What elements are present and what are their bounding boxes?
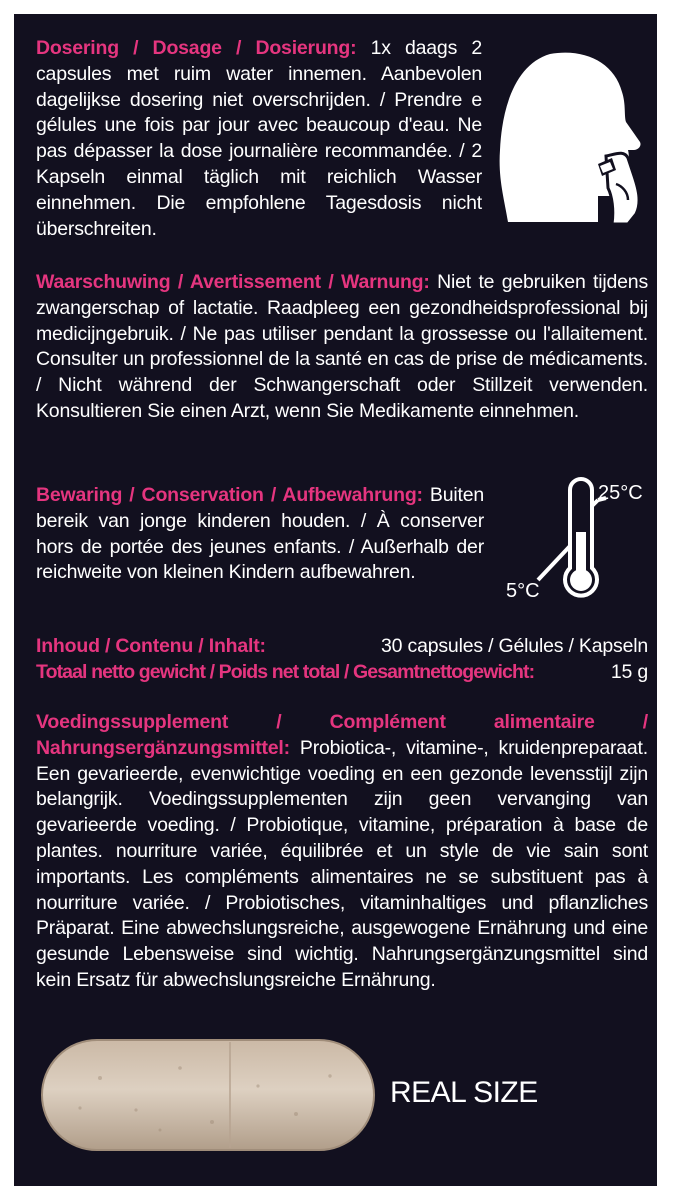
contents-heading: Inhoud / Contenu / Inhalt: — [36, 635, 266, 657]
capsule-image — [40, 1038, 376, 1152]
dosage-heading: Dosering / Dosage / Dosierung: — [36, 37, 357, 59]
contents-value: 30 capsules / Gélules / Kapseln — [381, 635, 648, 657]
temperature-min: 5°C — [506, 580, 540, 602]
dosage-text: 1x daags 2 capsules met ruim water innemen. Aanbevolen dagelijkse dosering niet overschrijden. / Prendre e gélules une fois par jour avec beaucoup d'eau. Ne pas dépasser la dose journalière recommandée. / 2 Kapseln einmal täglich mit reichlich Wasser einnehmen. Die empfohlene Tagesdosis nicht überschreiten. — [36, 37, 482, 240]
net-weight-heading: Totaal netto gewicht / Poids net total / Gesamtnettogewicht: — [36, 660, 535, 683]
warning-heading: Waarschuwing / Avertissement / Warnung: — [36, 271, 430, 293]
contents-section — [36, 634, 648, 686]
person-taking-capsule-icon — [488, 46, 656, 226]
storage-text: Buiten bereik van jonge kinderen houden. / À conserver hors de portée des jeunes enfants. / Außerhalb der reichweite von kleinen Kindern aufbewahren. — [36, 484, 485, 584]
supplement-text: Probiotica-, vitamine-, kruidenpreparaat. Een gevarieerde, evenwichtige voeding en een gezonde levensstijl zijn belangrijk. Voedingssupplementen zijn geen vervanging van gevarieerde voeding. / Probiotique, vitamine, préparation à base de plantes. nourriture variée, équilibrée et un style de vie sain sont importants. Les compléments alimentaires ne se substituent pas à nourriture variée. / Probiotisches, vitaminhaltiges und pflanzliches Präparat. Eine abwechslungsreiche, ausgewogene Ernährung und eine gesunde Lebensweise sind wichtig. Nahrungsergänzungsmittel sind kein Ersatz für abwechslungsreiche Ernährung. — [36, 736, 648, 991]
warning-text: Niet te gebruiken tijdens zwangerschap of lactatie. Raadpleeg een gezondheidsprofessional bij medicijngebruik. / Ne pas utiliser pendant la grossesse ou l'allaitement. Consulter un professionnel de la santé en cas de prise de médicaments. / Nicht während der Schwangerschaft oder Stillzeit verwenden. Konsultieren Sie einen Arzt, wenn Sie Medikamente einnehmen. — [36, 271, 648, 422]
label-panel — [14, 14, 657, 1186]
storage-section — [36, 483, 484, 586]
supplement-section — [36, 710, 648, 994]
dosage-section — [36, 36, 482, 242]
storage-heading: Bewaring / Conservation / Aufbewahrung: — [36, 484, 423, 506]
contents-row — [36, 634, 648, 660]
temperature-max: 25°C — [598, 482, 643, 504]
net-weight-value: 15 g — [610, 660, 648, 683]
real-size-caption: REAL SIZE — [390, 1076, 538, 1109]
supplement-heading: Voedingssupplement / Complément alimentaire / Nahrungsergänzungsmittel: — [36, 711, 648, 759]
thermometer-graphic — [494, 476, 654, 608]
net-weight-row — [36, 660, 648, 686]
warning-section — [36, 270, 648, 425]
